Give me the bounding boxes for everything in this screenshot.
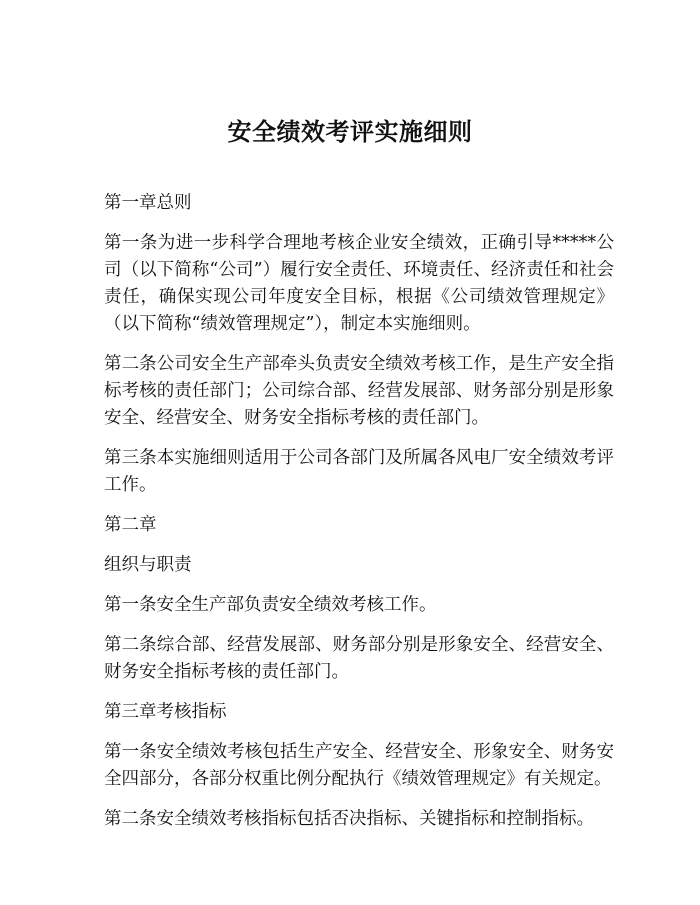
chapter-heading: 第二章 — [104, 515, 157, 535]
chapter-heading: 第一章总则 — [104, 193, 192, 213]
section-heading: 组织与职责 — [104, 555, 192, 575]
paragraph: 第一条安全生产部负责安全绩效考核工作。 — [104, 595, 437, 615]
paragraph: 第二条公司安全生产部牵头负责安全绩效考核工作，是生产安全指标考核的责任部门；公司综合部、经营发展部、财务部分别是形象安全、经营安全、财务安全指标考核的责任部门。 — [104, 354, 614, 428]
paragraph: 第二条安全绩效考核指标包括否决指标、关键指标和控制指标。 — [104, 809, 594, 829]
paragraph: 第一条为进一步科学合理地考核企业安全绩效，正确引导*****公司（以下简称“公司”）履行安全责任、环境责任、经济责任和社会责任，确保实现公司年度安全目标，根据《公司绩效管理规定》（以下简称“绩效管理规定”），制定本实施细则。 — [104, 233, 614, 334]
paragraph: 第二条综合部、经营发展部、财务部分别是形象安全、经营安全、财务安全指标考核的责任部门。 — [104, 635, 614, 682]
chapter-heading: 第三章考核指标 — [104, 702, 227, 722]
document-body — [104, 190, 614, 846]
paragraph: 第一条安全绩效考核包括生产安全、经营安全、形象安全、财务安全四部分，各部分权重比例分配执行《绩效管理规定》有关规定。 — [104, 742, 614, 789]
paragraph: 第三条本实施细则适用于公司各部门及所属各风电厂安全绩效考评工作。 — [104, 448, 614, 495]
document-title: 安全绩效考评实施细则 — [227, 117, 473, 146]
